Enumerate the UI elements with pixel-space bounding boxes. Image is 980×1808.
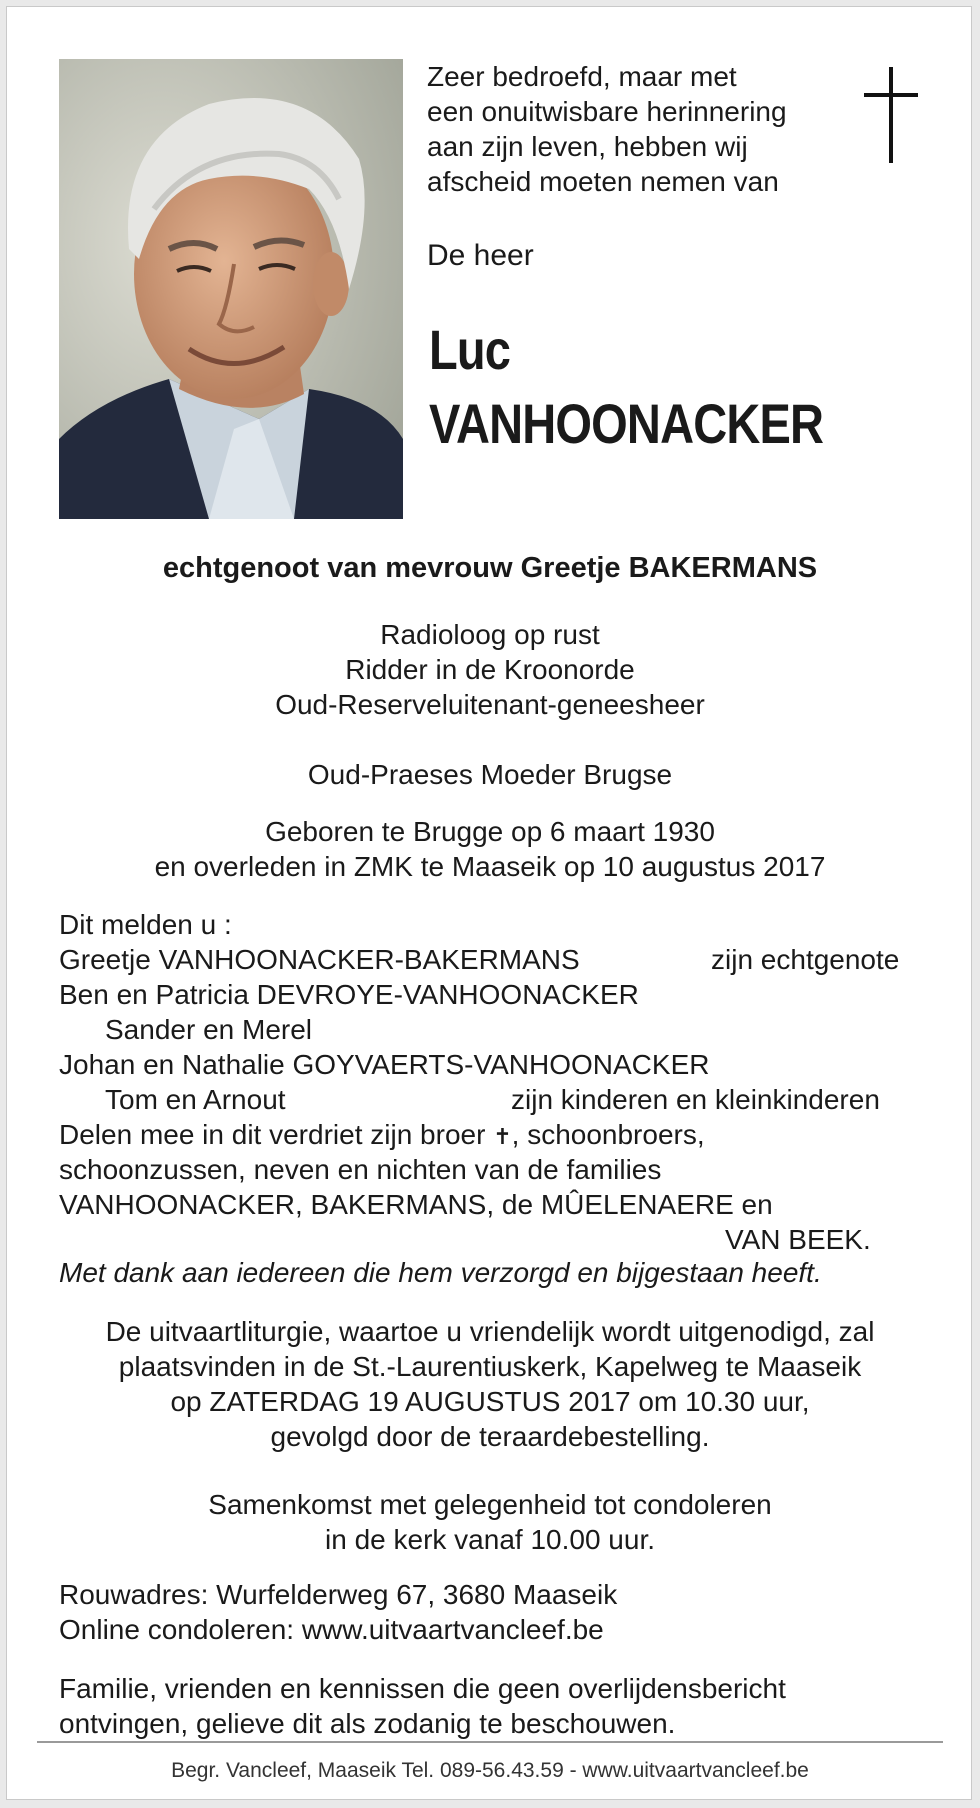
- thanks-line: Met dank aan iedereen die hem verzorgd en bijgestaan heeft.: [59, 1257, 822, 1288]
- gathering-line: in de kerk vanaf 10.00 uur.: [325, 1524, 655, 1555]
- title-item: Ridder in de Kroonorde: [345, 654, 635, 685]
- spouse-line: echtgenoot van mevrouw Greetje BAKERMANS: [162, 552, 818, 584]
- notice-block: [59, 1671, 786, 1741]
- mourning-address: Rouwadres: Wurfelderweg 67, 3680 Maaseik: [59, 1579, 618, 1610]
- liturgy-block: [7, 1314, 973, 1454]
- honorific: De heer: [427, 239, 534, 272]
- family-text: VAN BEEK.: [725, 1224, 871, 1255]
- family-row: VANHOONACKER, BAKERMANS, de MÛELENAERE en: [59, 1189, 773, 1220]
- family-row: schoonzussen, neven en nichten van de families: [59, 1154, 662, 1185]
- deceased-first-name: Luc: [429, 318, 511, 381]
- family-row: Ben en Patricia DEVROYE-VANHOONACKER: [59, 979, 639, 1010]
- family-text: Delen mee in dit verdriet zijn broer: [59, 1119, 494, 1150]
- liturgy-line: gevolgd door de teraardebestelling.: [270, 1421, 710, 1452]
- obituary-card: [6, 6, 972, 1800]
- notice-line: ontvingen, gelieve dit als zodanig te beschouwen.: [59, 1708, 676, 1739]
- online-condolence: Online condoleren: www.uitvaartvancleef.be: [59, 1614, 604, 1645]
- gathering-line: Samenkomst met gelegenheid tot condoleren: [208, 1489, 772, 1520]
- notice-line: Familie, vrienden en kennissen die geen overlijdensbericht: [59, 1673, 786, 1704]
- portrait-photo: [59, 59, 403, 519]
- gathering-block: [7, 1487, 973, 1557]
- family-row: Sander en Merel: [105, 1014, 313, 1045]
- intro-text: [427, 59, 847, 199]
- family-row: [59, 1222, 919, 1257]
- family-row: [59, 1082, 919, 1117]
- family-row: Johan en Nathalie GOYVAERTS-VANHOONACKER: [59, 1049, 710, 1080]
- footer-text: Begr. Vancleef, Maaseik Tel. 089-56.43.59 - www.uitvaartvancleef.be: [171, 1759, 809, 1782]
- family-row: [59, 1117, 919, 1152]
- small-cross-icon: ✝: [493, 1124, 512, 1149]
- praeses-line: Oud-Praeses Moeder Brugse: [307, 759, 673, 790]
- intro-line: aan zijn leven, hebben wij: [427, 131, 748, 162]
- deceased-last-name: VANHOONACKER: [429, 392, 824, 455]
- family-text: , schoonbroers,: [511, 1119, 705, 1150]
- family-name: Tom en Arnout: [105, 1084, 286, 1115]
- portrait-illustration: [59, 59, 403, 519]
- death-line: en overleden in ZMK te Maaseik op 10 augustus 2017: [154, 851, 826, 882]
- family-row: [59, 942, 919, 977]
- family-heading: Dit melden u :: [59, 909, 232, 940]
- titles-block: [7, 617, 973, 722]
- title-item: Oud-Reserveluitenant-geneesheer: [275, 689, 705, 720]
- cross-icon: [864, 67, 918, 168]
- title-item: Radioloog op rust: [380, 619, 600, 650]
- liturgy-line: plaatsvinden in de St.-Laurentiuskerk, Kapelweg te Maaseik: [118, 1351, 862, 1382]
- dates-block: [7, 814, 973, 884]
- footer-divider: [37, 1741, 943, 1743]
- intro-line: Zeer bedroefd, maar met: [427, 61, 737, 92]
- family-role: zijn kinderen en kleinkinderen: [511, 1084, 880, 1115]
- address-block: [59, 1577, 617, 1647]
- family-role: zijn echtgenote: [711, 944, 900, 975]
- intro-line: afscheid moeten nemen van: [427, 166, 779, 197]
- family-name: Greetje VANHOONACKER-BAKERMANS: [59, 944, 580, 975]
- family-block: [59, 907, 919, 1257]
- liturgy-line: De uitvaartliturgie, waartoe u vriendelijk wordt uitgenodigd, zal: [105, 1316, 875, 1347]
- liturgy-line: op ZATERDAG 19 AUGUSTUS 2017 om 10.30 uur,: [170, 1386, 810, 1417]
- intro-line: een onuitwisbare herinnering: [427, 96, 787, 127]
- birth-line: Geboren te Brugge op 6 maart 1930: [265, 816, 715, 847]
